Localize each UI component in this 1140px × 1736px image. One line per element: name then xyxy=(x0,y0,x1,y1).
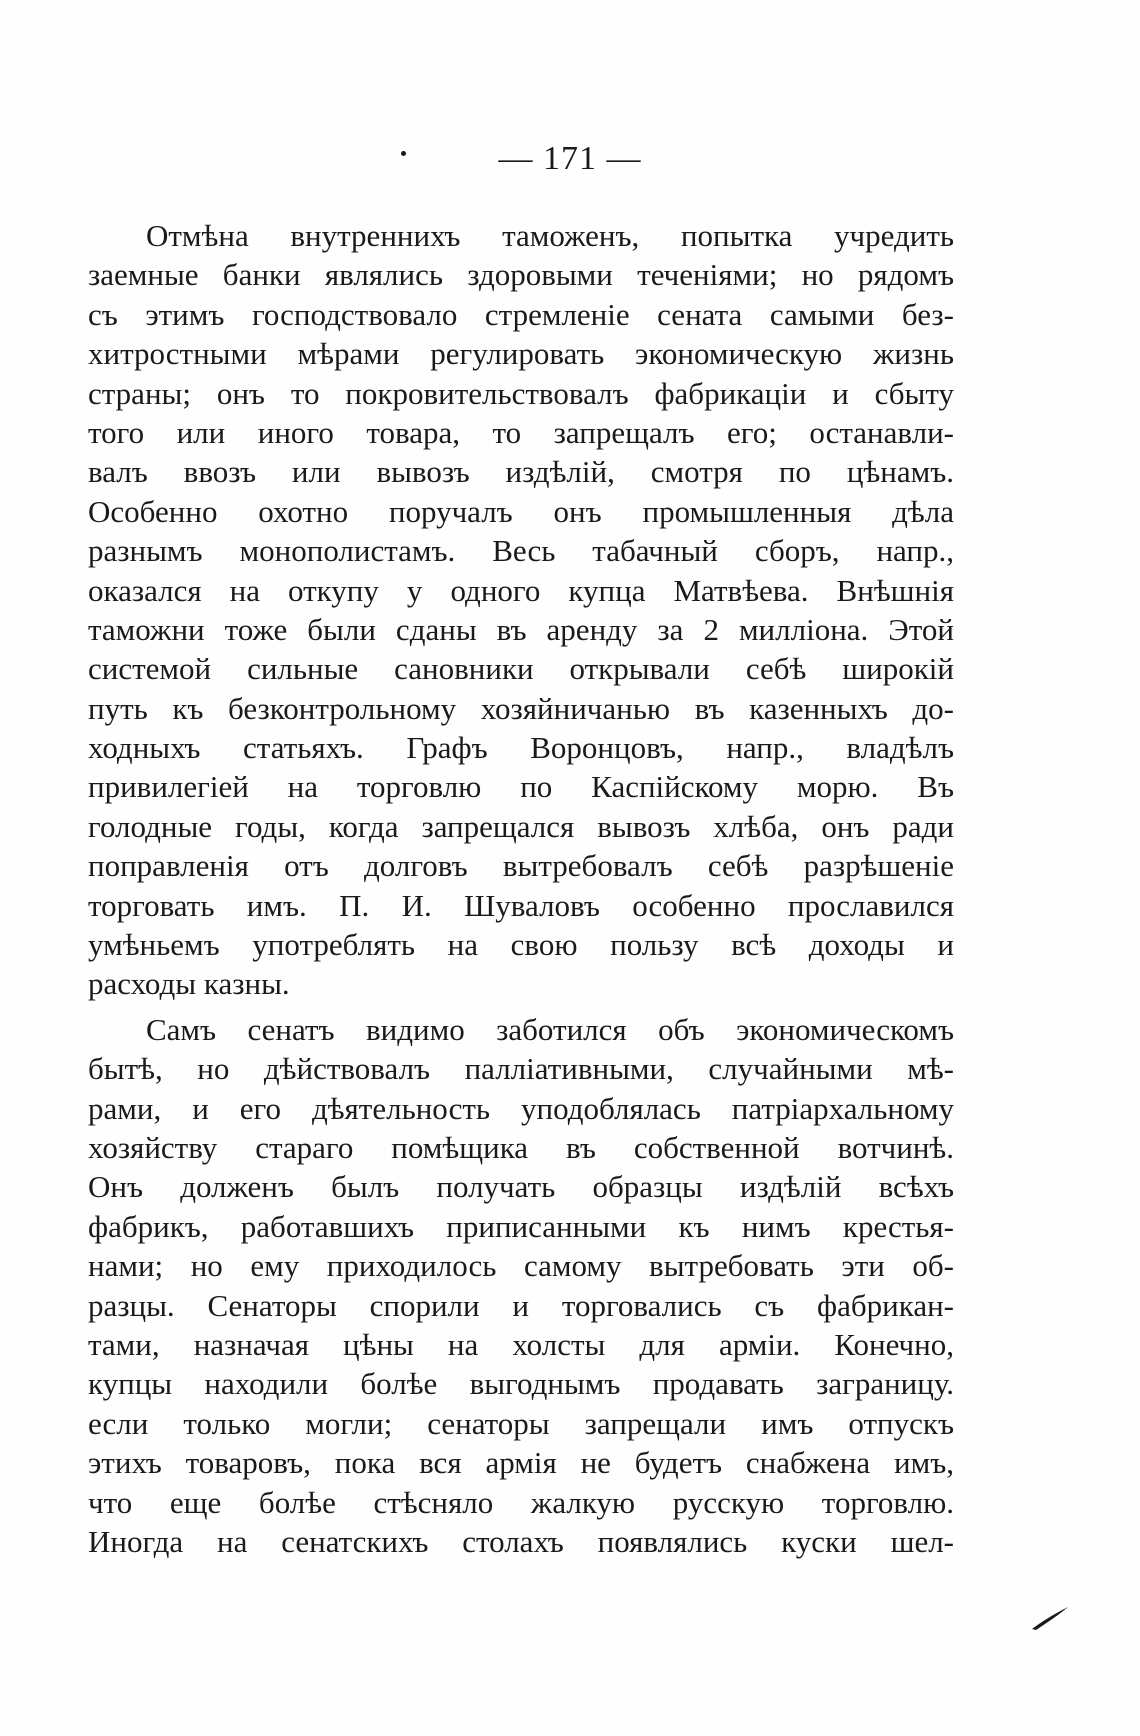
text-line: таможни тоже были сданы въ аренду за 2 милліона. Этой xyxy=(88,611,954,647)
text-line: что еще болѣе стѣсняло жалкую русскую торговлю. xyxy=(88,1484,954,1520)
text-line: Отмѣна внутреннихъ таможенъ, попытка учредить xyxy=(146,218,954,253)
text-line: привилегіей на торговлю по Каспійскому морю. Въ xyxy=(88,769,954,805)
text-line: хитростными мѣрами регулировать экономическую жизнь xyxy=(88,336,954,372)
text-line: купцы находили болѣе выгоднымъ продавать заграницу. xyxy=(88,1366,954,1402)
text-line: оказался на откупу у одного купца Матвѣева. Внѣшнія xyxy=(88,572,954,608)
text-line: валъ ввозъ или вывозъ издѣлій, смотря по цѣнамъ. xyxy=(88,454,954,490)
text-line: Самъ сенатъ видимо заботился объ экономическомъ xyxy=(146,1011,954,1047)
text-line: торговать имъ. П. И. Шуваловъ особенно прославился xyxy=(88,887,954,923)
text-line: разнымъ монополистамъ. Весь табачный сборъ, напр., xyxy=(88,533,954,569)
pen-stroke-mark xyxy=(1030,1605,1070,1631)
text-line: системой сильные сановники открывали себѣ широкій xyxy=(88,651,954,687)
text-line: разцы. Сенаторы спорили и торговались съ фабрикан- xyxy=(88,1287,954,1323)
text-line: хозяйству стараго помѣщика въ собственной вотчинѣ. xyxy=(88,1129,954,1165)
paragraph-1 xyxy=(88,216,954,1004)
text-line: того или иного товара, то запрещалъ его; останавли- xyxy=(88,414,954,450)
text-line: заемные банки являлись здоровыми теченіями; но рядомъ xyxy=(88,257,954,293)
text-line: страны; онъ то покровительствовалъ фабрикаціи и сбыту xyxy=(88,375,954,411)
text-line: Иногда на сенатскихъ столахъ появлялись куски шел- xyxy=(88,1523,954,1559)
text-line: ходныхъ статьяхъ. Графъ Воронцовъ, напр., владѣлъ xyxy=(88,730,954,766)
text-line: Особенно охотно поручалъ онъ промышленныя дѣла xyxy=(88,493,954,529)
text-line: бытѣ, но дѣйствовалъ палліативными, случайными мѣ- xyxy=(88,1051,954,1087)
text-line: расходы казны. xyxy=(88,966,290,1002)
body-text xyxy=(88,216,954,1561)
text-line: съ этимъ господствовало стремленіе сената самыми без- xyxy=(88,296,954,332)
text-line: путь къ безконтрольному хозяйничанью въ казенныхъ до- xyxy=(88,690,954,726)
paragraph-2 xyxy=(88,1010,954,1561)
text-line: голодные годы, когда запрещался вывозъ хлѣба, онъ ради xyxy=(88,808,954,844)
text-line: нами; но ему приходилось самому вытребовать эти об- xyxy=(88,1248,954,1284)
text-line: этихъ товаровъ, пока вся армія не будетъ снабжена имъ, xyxy=(88,1445,954,1481)
text-line: фабрикъ, работавшихъ приписанными къ нимъ крестья- xyxy=(88,1208,954,1244)
text-line: рами, и его дѣятельность уподоблялась патріархальному xyxy=(88,1090,954,1126)
text-line: поправленія отъ долговъ вытребовалъ себѣ разрѣшеніе xyxy=(88,848,954,884)
text-line: Онъ долженъ былъ получать образцы издѣлій всѣхъ xyxy=(88,1169,954,1205)
page-number: — 171 — xyxy=(498,140,642,177)
text-line: умѣньемъ употреблять на свою пользу всѣ доходы и xyxy=(88,927,954,963)
text-line: если только могли; сенаторы запрещали имъ отпускъ xyxy=(88,1405,954,1441)
text-line: тами, назначая цѣны на холсты для арміи. Конечно, xyxy=(88,1326,954,1362)
